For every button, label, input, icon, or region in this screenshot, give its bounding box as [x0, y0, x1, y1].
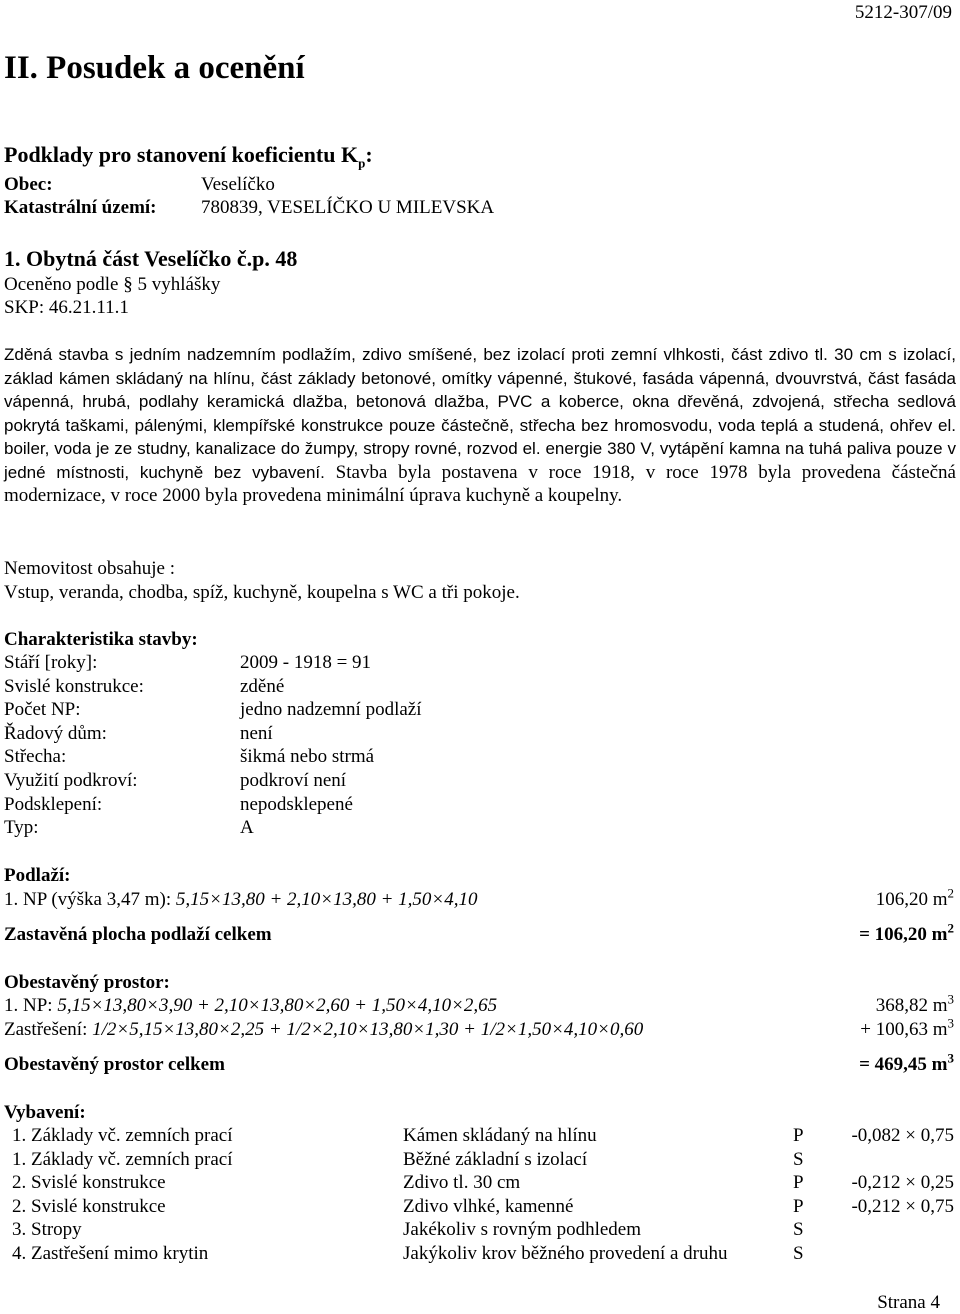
podlazi-heading: Podlaží: [4, 865, 71, 886]
charakteristika-label: Počet NP: [4, 699, 81, 721]
obestaveny-np-formula: 5,15×13,80×3,90 + 2,10×13,80×2,60 + 1,50×4,10×2,65 [57, 995, 498, 1016]
charakteristika-value: jedno nadzemní podlaží [240, 699, 422, 721]
podlazi-row-label: 1. NP (výška 3,47 m): [4, 889, 176, 910]
vybaveni-ps: P [793, 1195, 804, 1217]
obec-value: Veselíčko [201, 174, 275, 195]
obestaveny-total-label: Obestavěný prostor celkem [4, 1054, 225, 1075]
vybaveni-name: 3. Stropy [12, 1219, 82, 1241]
podlazi-row-value: 106,20 $m^2$ [875, 885, 954, 910]
vybaveni-desc: Jakýkoliv krov běžného provedení a druhu [403, 1243, 728, 1264]
obestaveny-total [4, 1050, 954, 1076]
obestaveny-np-row [4, 991, 954, 1017]
charakteristika-label: Využití podkroví: [4, 770, 138, 791]
vybaveni-ps: S [793, 1243, 804, 1264]
obestaveny-zast-formula: 1/2×5,15×13,80×2,25 + 1/2×2,10×13,80×1,30 + 1/2×1,50×4,10×0,60 [92, 1019, 644, 1040]
charakteristika-value: zděné [240, 675, 285, 697]
vybaveni-desc: Jakékoliv s rovným podhledem [403, 1219, 641, 1241]
vybaveni-heading: Vybavení: [4, 1102, 86, 1123]
vybaveni-ps: P [793, 1172, 804, 1194]
document-id: 5212-307/09 [854, 2, 952, 23]
charakteristika-label: Stáří [roky]: [4, 652, 98, 673]
vybaveni-value: -0,212 × 0,75 [851, 1195, 954, 1217]
vybaveni-desc: Zdivo vlhké, kamenné [403, 1195, 574, 1217]
charakteristika-label: Řadový dům: [4, 722, 107, 744]
obec-label: Obec: [4, 174, 53, 195]
charakteristika-value: podkroví není [240, 770, 347, 791]
vybaveni-name: 2. Svislé konstrukce [12, 1172, 166, 1194]
charakteristika-label: Střecha: [4, 746, 67, 768]
obestaveny-np-value: 368,82 $m^3$ [875, 991, 954, 1016]
obestaveny-total-value: = 469,45 $m^3$ [859, 1050, 954, 1075]
obestaveny-np-label: 1. NP: [4, 995, 58, 1016]
page-number: Strana 4 [877, 1292, 940, 1313]
section-title: II. Posudek a ocenění [4, 50, 305, 86]
vybaveni-name: 4. Zastřešení mimo krytin [12, 1243, 209, 1264]
vybaveni-desc: Zdivo tl. 30 cm [403, 1172, 521, 1194]
obestaveny-zast-row [4, 1015, 954, 1041]
ku-label: Katastrální území: [4, 197, 157, 218]
vybaveni-desc: Běžné základní s izolací [403, 1148, 588, 1170]
item-title: 1. Obytná část Veselíčko č.p. 48 [4, 246, 298, 271]
podlazi-row [4, 885, 954, 911]
charakteristika-label: Svislé konstrukce: [4, 675, 144, 697]
obestaveny-zast-value: + 100,63 $m^3$ [860, 1015, 954, 1040]
skp-text: SKP: 46.21.11.1 [4, 297, 129, 318]
description-serif: Stavba byla postavena v roce 1918, v roce 1978 byla provedena částečná modernizace, v roce 2000 byla provedena minimální úprava kuchyně a koupelny. [4, 461, 956, 506]
podklady-heading: Podklady pro stanovení koeficientu $K_p$: [4, 142, 373, 171]
building-description [4, 343, 956, 508]
charakteristika-label: Podsklepení: [4, 793, 103, 815]
vybaveni-ps: S [793, 1219, 804, 1241]
charakteristika-value: nepodsklepené [240, 793, 353, 815]
vybaveni-value: -0,082 × 0,75 [851, 1125, 954, 1146]
charakteristika-heading: Charakteristika stavby: [4, 629, 198, 650]
vybaveni-name: 1. Základy vč. zemních prací [12, 1148, 233, 1170]
vybaveni-desc: Kámen skládaný na hlínu [403, 1125, 597, 1146]
nemovitost-value: Vstup, veranda, chodba, spíž, kuchyně, koupelna s WC a tři pokoje. [4, 582, 520, 603]
oceneno-text: Oceněno podle § 5 vyhlášky [4, 274, 221, 295]
zastavena-plocha-value: = 106,20 $m^2$ [859, 920, 954, 945]
obestaveny-zast-label: Zastřešení: [4, 1019, 93, 1040]
vybaveni-ps: S [793, 1148, 804, 1170]
description-sans: Zděná stavba s jedním nadzemním podlažím, zdivo smíšené, bez izolací proti zemní vlhkosti, část zdivo tl. 30 cm s izolací, základ kámen skládaný na hlínu, část základy betonové, omítky vápenné, štukové, fasáda vápenná, dvouvrstvá, část fasáda vápenná, hrubá, podlahy keramická dlažba, betonová dlažba, PVC a koberce, okna dřevěná, zdvojená, střecha sedlová pokrytá taškami, pálenými, klempířské konstrukce pouze částečně, střecha bez hromosvodu, voda teplá a studená, ohřev el. boiler, voda je ze studny, kanalizace do žumpy, stropy rovné, rozvod el. energie 380 V, vytápění kamna na tuhá paliva pouze v jedné místnosti, kuchyně bez vybavení. [4, 345, 956, 482]
charakteristika-label: Typ: [4, 817, 39, 839]
nemovitost-label: Nemovitost obsahuje : [4, 558, 175, 579]
vybaveni-ps: P [793, 1125, 804, 1146]
charakteristika-value: šikmá nebo strmá [240, 746, 375, 768]
charakteristika-value: A [240, 817, 254, 839]
charakteristika-value: není [240, 722, 273, 744]
zastavena-plocha-total [4, 920, 954, 946]
vybaveni-name: 2. Svislé konstrukce [12, 1195, 166, 1217]
ku-value: 780839, VESELÍČKO U MILEVSKA [201, 197, 495, 218]
vybaveni-value: -0,212 × 0,25 [851, 1172, 954, 1194]
vybaveni-name: 1. Základy vč. zemních prací [12, 1125, 233, 1146]
charakteristika-value: 2009 - 1918 = 91 [240, 652, 372, 673]
obestaveny-heading: Obestavěný prostor: [4, 972, 170, 993]
zastavena-plocha-label: Zastavěná plocha podlaží celkem [4, 924, 272, 945]
podlazi-row-formula: 5,15×13,80 + 2,10×13,80 + 1,50×4,10 [175, 889, 478, 910]
